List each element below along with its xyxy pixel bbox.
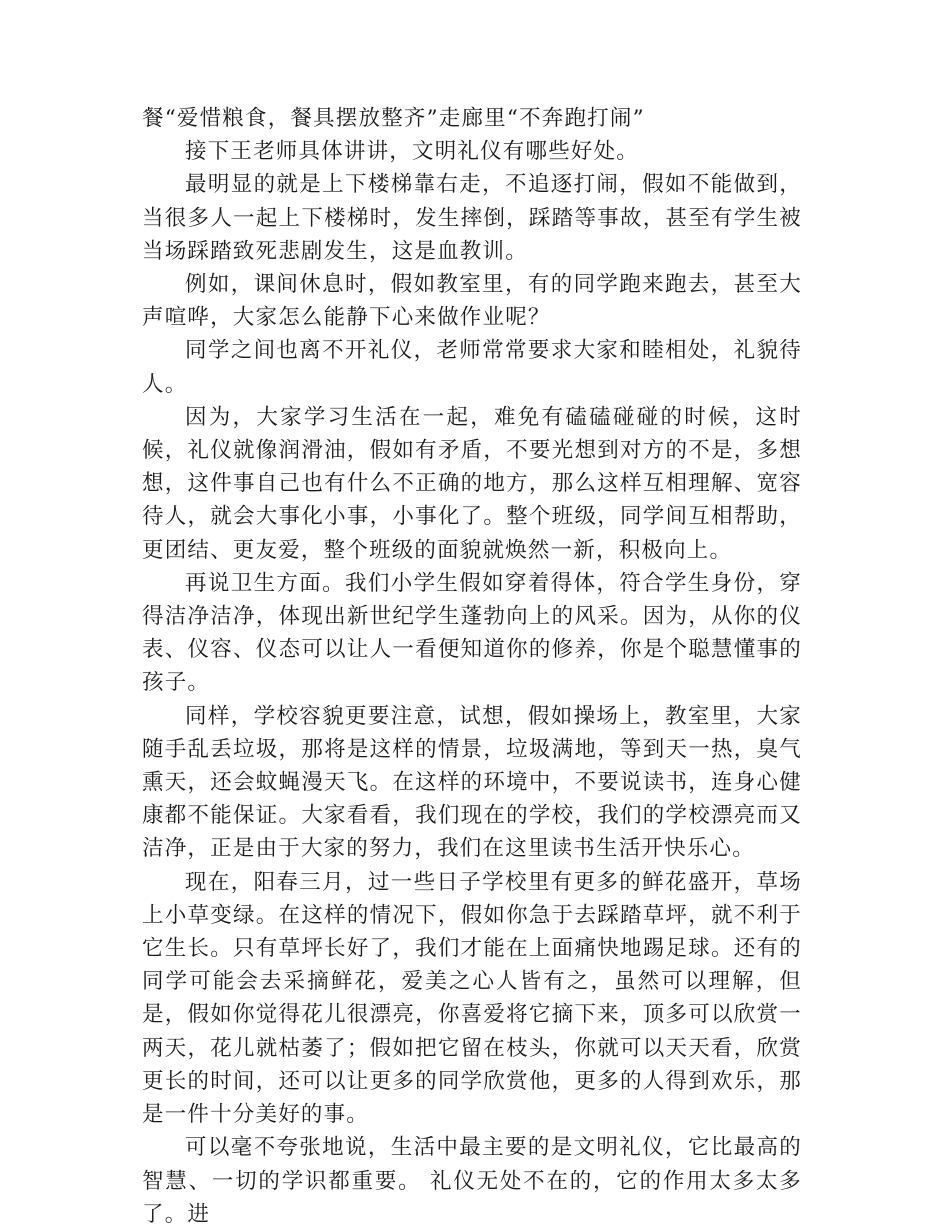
paragraph-6: 因为，大家学习生活在一起，难免有磕磕碰碰的时候，这时候，礼仪就像润滑油，假如有矛盾，不要光想到对方的不是，多想想，这件事自己也有什么不正确的地方，那么这样互相理解、宽容待人，就会大事化小事，小事化了。整个班级，同学间互相帮助，更团结、更友爱，整个班级的面貌就焕然一新，积极向上。 [142, 404, 802, 563]
paragraph-10: 可以毫不夸张地说，生活中最主要的是文明礼仪，它比最高的智慧、一切的学识都重要。 礼仪无处不在的，它的作用太多太多了。进 [142, 1135, 802, 1227]
paragraph-3: 最明显的就是上下楼梯靠右走，不追逐打闹，假如不能做到，当很多人一起上下楼梯时，发生摔倒，踩踏等事故，甚至有学生被当场踩踏致死悲剧发生，这是血教训。 [142, 172, 802, 264]
paragraph-8: 同样，学校容貌更要注意，试想，假如操场上，教室里，大家随手乱丢垃圾，那将是这样的情景，垃圾满地，等到天一热，臭气熏天，还会蚊蝇漫天飞。在这样的环境中，不要说读书，连身心健康都不能保证。大家看看，我们现在的学校，我们的学校漂亮而又洁净，正是由于大家的努力，我们在这里读书生活开快乐心。 [142, 703, 802, 862]
paragraph-4: 例如，课间休息时，假如教室里，有的同学跑来跑去，甚至大声喧哗，大家怎么能静下心来做作业呢？ [142, 272, 802, 331]
paragraph-2: 接下王老师具体讲讲，文明礼仪有哪些好处。 [185, 139, 640, 165]
paragraph-7: 再说卫生方面。我们小学生假如穿着得体，符合学生身份，穿得洁净洁净，体现出新世纪学生蓬勃向上的风采。因为，从你的仪表、仪容、仪态可以让人一看便知道你的修养，你是个聪慧懂事的孩子。 [142, 570, 802, 696]
paragraph-9: 现在，阳春三月，过一些日子学校里有更多的鲜花盛开，草场上小草变绿。在这样的情况下，假如你急于去踩踏草坪，就不利于它生长。只有草坪长好了，我们才能在上面痛快地踢足球。还有的同学可能会去采摘鲜花，爱美之心人皆有之，虽然可以理解，但是，假如你觉得花儿很漂亮，你喜爱将它摘下来，顶多可以欣赏一两天，花儿就枯萎了；假如把它留在枝头，你就可以天天看，欣赏更长的时间，还可以让更多的同学欣赏他，更多的人得到欢乐，那是一件十分美好的事。 [142, 869, 802, 1128]
paragraph-5: 同学之间也离不开礼仪，老师常常要求大家和睦相处，礼貌待人。 [142, 338, 802, 397]
document-body [142, 102, 802, 1231]
paragraph-1: 餐“爱惜粮食，餐具摆放整齐”走廊里“不奔跑打闹” [142, 106, 645, 131]
